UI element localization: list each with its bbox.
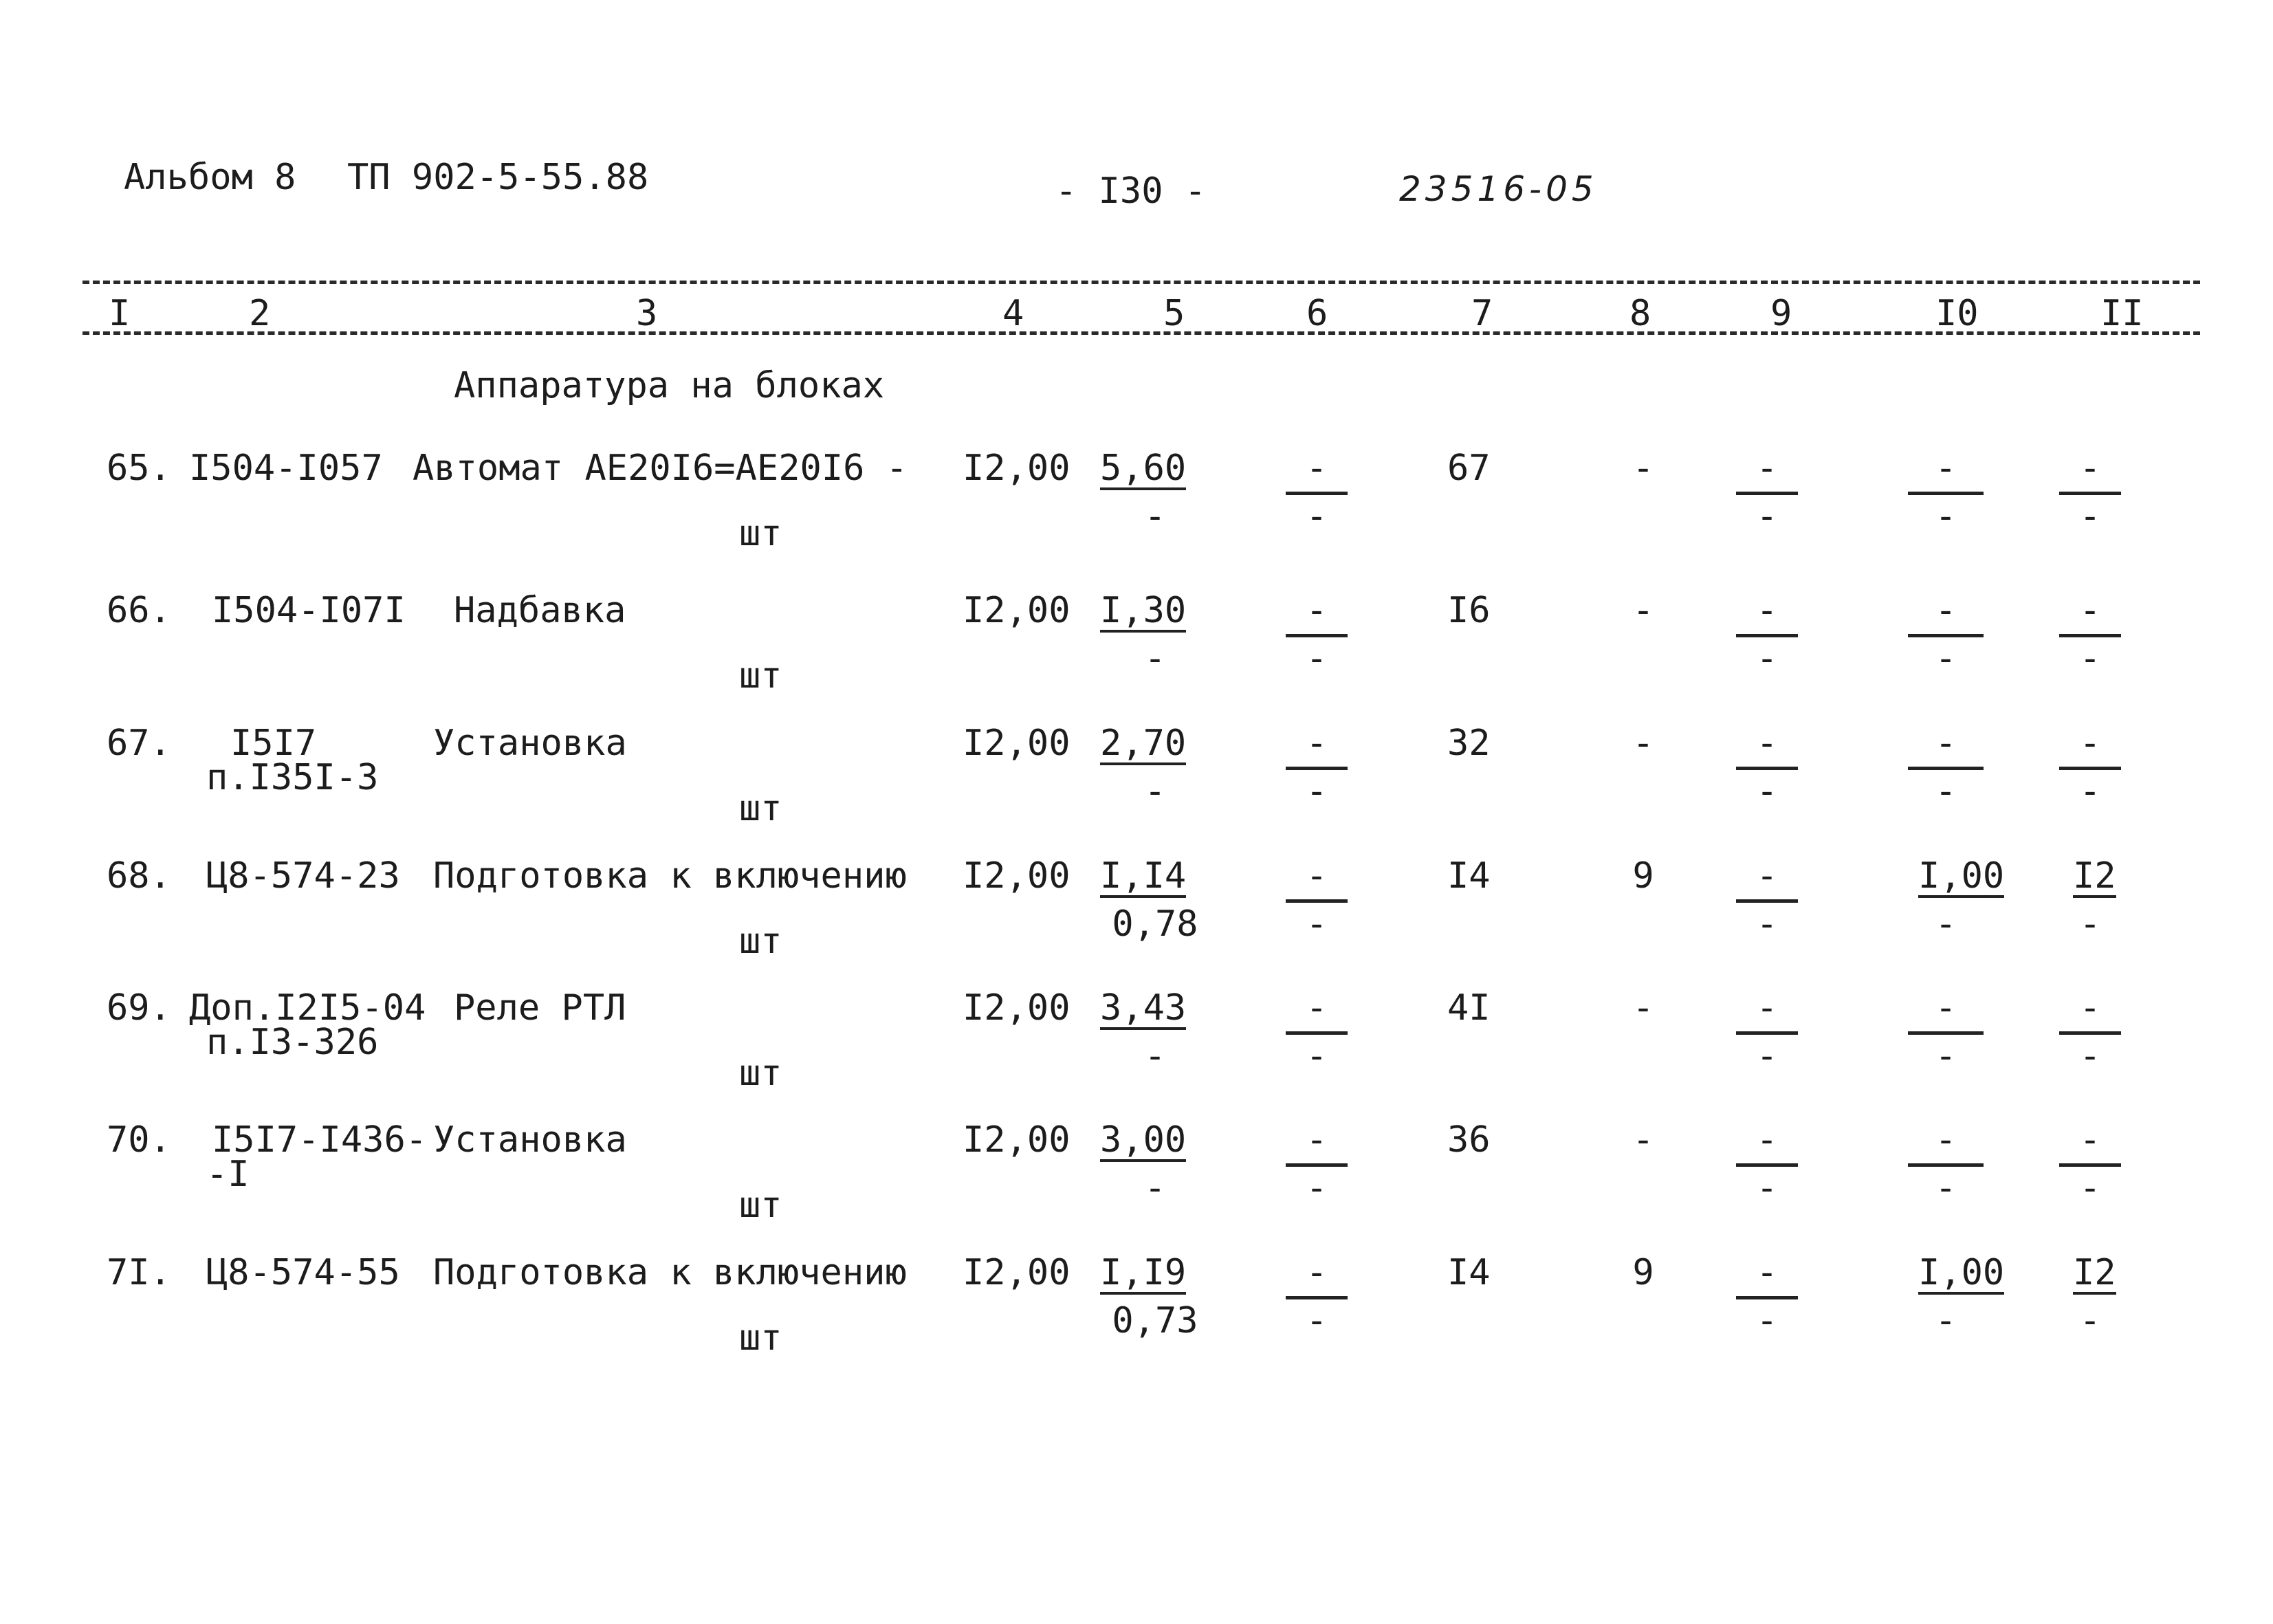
col5-value: 3,00	[1100, 1119, 1187, 1161]
item-name: Надбавка	[454, 590, 626, 631]
col6-secondary: -	[1306, 1035, 1328, 1077]
col10-secondary: -	[1935, 496, 1957, 537]
fraction-bar	[1736, 1296, 1798, 1299]
rate-code-detail: -I	[206, 1154, 250, 1195]
row-number: 66.	[107, 590, 171, 631]
rate-code-detail: п.I35I-3	[206, 757, 379, 798]
col11-value: I2	[2073, 1252, 2116, 1293]
col4-value: I2,00	[963, 1119, 1070, 1161]
col10-value: -	[1935, 1119, 1957, 1161]
fraction-bar	[1736, 899, 1798, 903]
page-number: - I30 -	[1055, 171, 1207, 212]
fraction-bar	[1908, 1031, 1984, 1035]
handwritten-stamp: 23516-05	[1399, 169, 1598, 209]
col6-secondary: -	[1306, 1300, 1328, 1341]
col5-value: I,I9	[1100, 1252, 1187, 1293]
col4-value: I2,00	[963, 723, 1070, 764]
fraction-bar	[1736, 767, 1798, 770]
col9-secondary: -	[1756, 638, 1778, 679]
col10-secondary: -	[1935, 638, 1957, 679]
fraction-bar	[1286, 634, 1348, 637]
col11-value: -	[2079, 590, 2101, 631]
item-name: Реле РТЛ	[454, 987, 626, 1029]
col9-value: -	[1756, 855, 1778, 897]
col4-value: I2,00	[963, 855, 1070, 897]
col11-secondary: -	[2079, 1035, 2101, 1077]
column-header: 9	[1770, 293, 1792, 334]
fraction-bar	[2059, 1031, 2121, 1035]
col11-value: -	[2079, 1119, 2101, 1161]
column-header: 6	[1306, 293, 1328, 334]
fraction-bar	[1286, 1031, 1348, 1035]
fraction-bar	[1286, 767, 1348, 770]
col11-secondary: -	[2079, 1300, 2101, 1341]
unit-label: шт	[739, 1317, 782, 1359]
col9-value: -	[1756, 723, 1778, 764]
col10-secondary: -	[1935, 1300, 1957, 1341]
fraction-bar	[1286, 899, 1348, 903]
col5-secondary: 0,73	[1112, 1300, 1198, 1341]
item-name: Подготовка к включению	[433, 855, 907, 897]
fraction-bar	[1286, 1163, 1348, 1167]
col4-value: I2,00	[963, 448, 1070, 489]
fraction-bar	[2059, 492, 2121, 495]
rate-code: Доп.I2I5-04	[189, 987, 426, 1029]
col7-value: 4I	[1447, 987, 1491, 1029]
column-header: 7	[1471, 293, 1493, 334]
col5-secondary: -	[1144, 1167, 1166, 1209]
row-number: 67.	[107, 723, 171, 764]
col11-secondary: -	[2079, 1167, 2101, 1209]
col10-value: -	[1935, 987, 1957, 1029]
col8-value: 9	[1632, 855, 1654, 897]
fraction-bar	[1736, 1031, 1798, 1035]
col10-value: -	[1935, 448, 1957, 489]
col5-secondary: -	[1144, 771, 1166, 812]
column-header: 4	[1002, 293, 1024, 334]
unit-label: шт	[739, 655, 782, 696]
row-number: 70.	[107, 1119, 171, 1161]
col11-value: -	[2079, 987, 2101, 1029]
col6-secondary: -	[1306, 1167, 1328, 1209]
rate-code: I504-I057	[189, 448, 383, 489]
col7-value: I4	[1447, 855, 1491, 897]
col9-secondary: -	[1756, 1167, 1778, 1209]
column-header: 8	[1629, 293, 1651, 334]
col5-value: 2,70	[1100, 723, 1187, 764]
column-header: 3	[636, 293, 658, 334]
col6-secondary: -	[1306, 771, 1328, 812]
col6-value: -	[1306, 1252, 1328, 1293]
fraction-bar	[1286, 492, 1348, 495]
fraction-bar	[1908, 767, 1984, 770]
col8-value: -	[1632, 590, 1654, 631]
unit-label: шт	[739, 921, 782, 962]
item-name: Подготовка к включению	[433, 1252, 907, 1293]
col9-value: -	[1756, 1252, 1778, 1293]
col11-secondary: -	[2079, 638, 2101, 679]
album-label: Альбом 8	[124, 157, 296, 198]
col4-value: I2,00	[963, 1252, 1070, 1293]
fraction-bar	[2059, 634, 2121, 637]
fraction-bar	[2059, 1163, 2121, 1167]
col7-value: I6	[1447, 590, 1491, 631]
col10-value: -	[1935, 723, 1957, 764]
rate-code: Ц8-574-55	[206, 1252, 400, 1293]
column-header: I0	[1935, 293, 1979, 334]
col9-secondary: -	[1756, 771, 1778, 812]
row-number: 68.	[107, 855, 171, 897]
col10-secondary: -	[1935, 771, 1957, 812]
col8-value: 9	[1632, 1252, 1654, 1293]
rate-code: I5I7-I436-	[212, 1119, 428, 1161]
row-number: 69.	[107, 987, 171, 1029]
col6-value: -	[1306, 1119, 1328, 1161]
col8-value: -	[1632, 723, 1654, 764]
header-bottom-rule	[83, 331, 2200, 335]
col5-value: I,I4	[1100, 855, 1187, 897]
col10-secondary: -	[1935, 903, 1957, 945]
col11-secondary: -	[2079, 496, 2101, 537]
col5-secondary: -	[1144, 496, 1166, 537]
col10-value: I,00	[1918, 855, 2005, 897]
col11-value: -	[2079, 723, 2101, 764]
col6-secondary: -	[1306, 903, 1328, 945]
item-name: Установка	[433, 1119, 627, 1161]
fraction-bar	[2059, 767, 2121, 770]
fraction-bar	[1736, 492, 1798, 495]
unit-label: шт	[739, 1185, 782, 1226]
col9-value: -	[1756, 1119, 1778, 1161]
rate-code: Ц8-574-23	[206, 855, 400, 897]
column-header: 2	[249, 293, 271, 334]
fraction-bar	[1736, 634, 1798, 637]
col5-value: 5,60	[1100, 448, 1187, 489]
col8-value: -	[1632, 1119, 1654, 1161]
col11-secondary: -	[2079, 903, 2101, 945]
col6-value: -	[1306, 987, 1328, 1029]
col5-secondary: 0,78	[1112, 903, 1198, 945]
section-title: Аппаратура на блоках	[454, 365, 885, 406]
fraction-bar	[1736, 1163, 1798, 1167]
col7-value: 67	[1447, 448, 1491, 489]
col4-value: I2,00	[963, 590, 1070, 631]
col5-secondary: -	[1144, 638, 1166, 679]
col5-value: I,30	[1100, 590, 1187, 631]
col10-secondary: -	[1935, 1167, 1957, 1209]
col6-value: -	[1306, 590, 1328, 631]
col9-secondary: -	[1756, 903, 1778, 945]
header-top-rule	[83, 281, 2200, 284]
col9-secondary: -	[1756, 1300, 1778, 1341]
col6-secondary: -	[1306, 638, 1328, 679]
col11-value: -	[2079, 448, 2101, 489]
rate-code: I5I7	[230, 723, 317, 764]
document-code: ТП 902-5-55.88	[347, 157, 649, 198]
col5-secondary: -	[1144, 1035, 1166, 1077]
col9-secondary: -	[1756, 496, 1778, 537]
col7-value: I4	[1447, 1252, 1491, 1293]
unit-label: шт	[739, 788, 782, 829]
col6-value: -	[1306, 855, 1328, 897]
col9-value: -	[1756, 448, 1778, 489]
rate-code-detail: п.I3-326	[206, 1022, 379, 1063]
fraction-bar	[1908, 1163, 1984, 1167]
column-header: 5	[1163, 293, 1185, 334]
fraction-bar	[1908, 492, 1984, 495]
fraction-bar	[1908, 634, 1984, 637]
col10-value: I,00	[1918, 1252, 2005, 1293]
unit-label: шт	[739, 513, 782, 554]
item-name: Автомат АЕ20I6=АЕ20I6 -	[413, 448, 908, 489]
item-name: Установка	[433, 723, 627, 764]
col9-secondary: -	[1756, 1035, 1778, 1077]
fraction-bar	[1286, 1296, 1348, 1299]
col6-secondary: -	[1306, 496, 1328, 537]
row-number: 7I.	[107, 1252, 171, 1293]
col7-value: 36	[1447, 1119, 1491, 1161]
col10-secondary: -	[1935, 1035, 1957, 1077]
col9-value: -	[1756, 987, 1778, 1029]
unit-label: шт	[739, 1053, 782, 1094]
col11-secondary: -	[2079, 771, 2101, 812]
column-header: I	[109, 293, 131, 334]
col10-value: -	[1935, 590, 1957, 631]
column-header: II	[2100, 293, 2144, 334]
col5-value: 3,43	[1100, 987, 1187, 1029]
col7-value: 32	[1447, 723, 1491, 764]
col6-value: -	[1306, 723, 1328, 764]
col11-value: I2	[2073, 855, 2116, 897]
col8-value: -	[1632, 448, 1654, 489]
col4-value: I2,00	[963, 987, 1070, 1029]
col6-value: -	[1306, 448, 1328, 489]
col8-value: -	[1632, 987, 1654, 1029]
col9-value: -	[1756, 590, 1778, 631]
rate-code: I504-I07I	[212, 590, 406, 631]
row-number: 65.	[107, 448, 171, 489]
